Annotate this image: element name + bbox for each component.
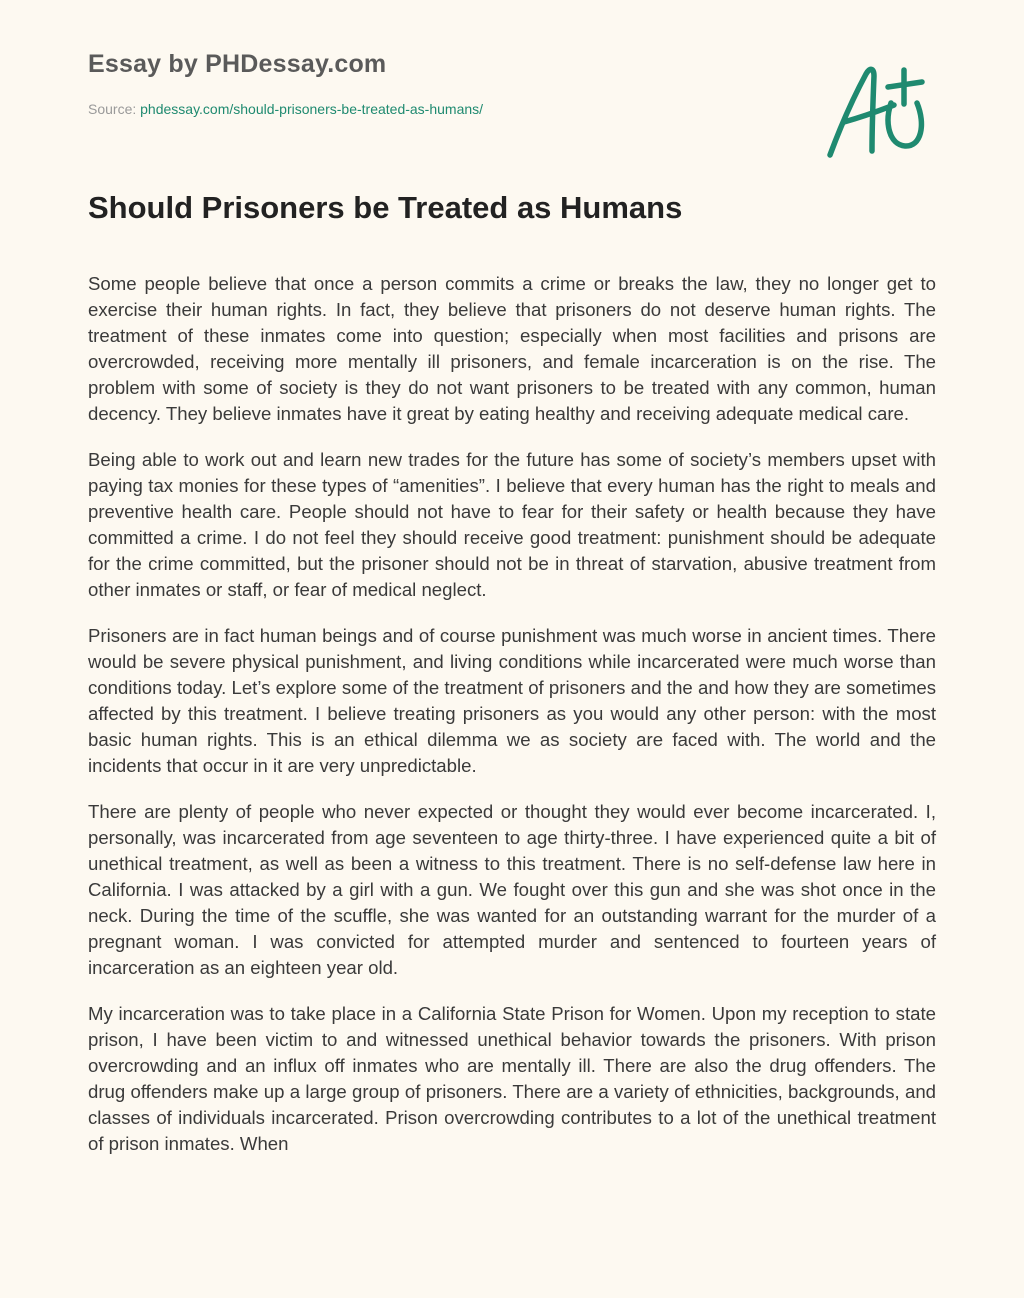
- site-brand[interactable]: Essay by PHDessay.com: [88, 50, 387, 78]
- paragraph-4: There are plenty of people who never expected or thought they would ever become incarcerated. I, personally, was incarcerated from age seventeen to age thirty-three. I have experienced quite a bit of unethical treatment, as well as been a witness to this treatment. There is no self-defense law here in California. I was attacked by a girl with a gun. We fought over this gun and she was shot once in the neck. During the time of the scuffle, she was wanted for an outstanding warrant for the murder of a pregnant woman. I was convicted for attempted murder and sentenced to fourteen years of incarceration as an eighteen year old.: [88, 801, 936, 978]
- source-label: Source:: [88, 101, 141, 117]
- essay-body: [88, 271, 936, 1177]
- source-line: [88, 101, 483, 117]
- source-link[interactable]: phdessay.com/should-prisoners-be-treated-as-humans/: [140, 101, 484, 117]
- a-plus-logo-icon: [818, 62, 930, 162]
- bottom-fade: [0, 1238, 1024, 1298]
- paragraph-3: Prisoners are in fact human beings and of course punishment was much worse in ancient times. There would be severe physical punishment, and living conditions while incarcerated were much worse than conditions today. Let’s explore some of the treatment of prisoners and the and how they are sometimes affected by this treatment. I believe treating prisoners as you would any other person: with the most basic human rights. This is an ethical dilemma we as society are faced with. The world and the incidents that occur in it are very unpredictable.: [88, 625, 936, 776]
- paragraph-1: Some people believe that once a person commits a crime or breaks the law, they no longer get to exercise their human rights. In fact, they believe that prisoners do not deserve human rights. The treatment of these inmates come into question; especially when most facilities and prisons are overcrowded, receiving more mentally ill prisoners, and female incarceration is on the rise. The problem with some of society is they do not want prisoners to be treated with any common, human decency. They believe inmates have it great by eating healthy and receiving adequate medical care.: [88, 273, 936, 424]
- paragraph-2: Being able to work out and learn new trades for the future has some of society’s members upset with paying tax monies for these types of “amenities”. I believe that every human has the right to meals and preventive health care. People should not have to fear for their safety or health because they have committed a crime. I do not feel they should receive good treatment: punishment should be adequate for the crime committed, but the prisoner should not be in threat of starvation, abusive treatment from other inmates or staff, or fear of medical neglect.: [88, 449, 936, 600]
- essay-title: Should Prisoners be Treated as Humans: [88, 190, 683, 225]
- paragraph-5: My incarceration was to take place in a California State Prison for Women. Upon my reception to state prison, I have been victim to and witnessed unethical behavior towards the prisoners. With prison overcrowding and an influx off inmates who are mentally ill. There are also the drug offenders. The drug offenders make up a large group of prisoners. There are a variety of ethnicities, backgrounds, and classes of individuals incarcerated. Prison overcrowding contributes to a lot of the unethical treatment of prison inmates. When: [88, 1003, 936, 1154]
